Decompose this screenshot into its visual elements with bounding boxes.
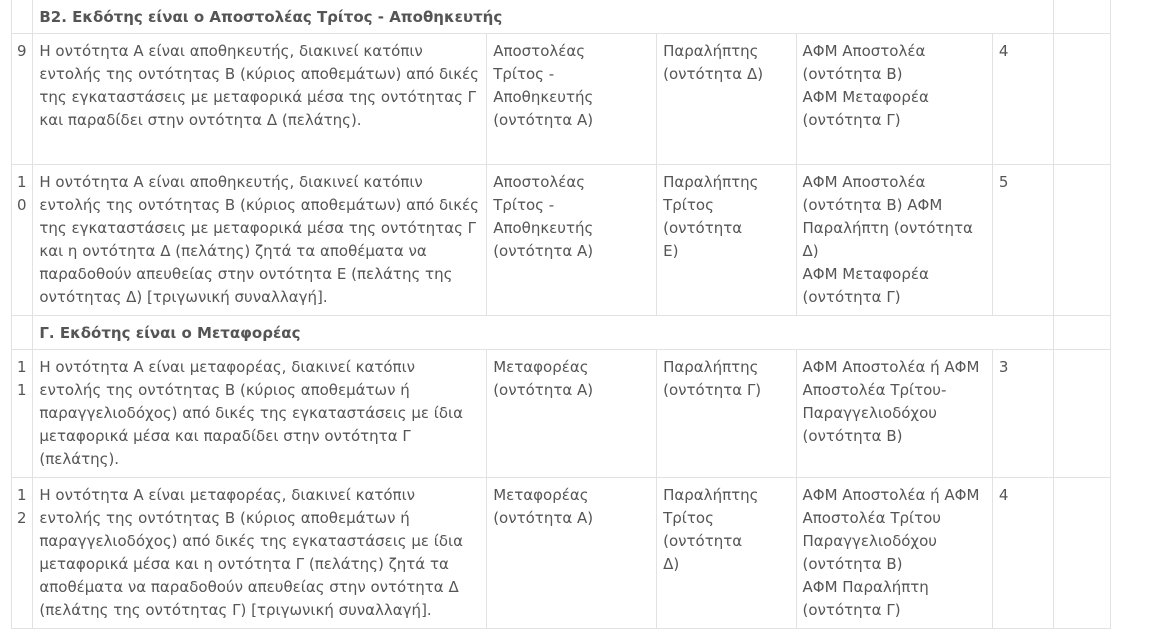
table-row bbox=[12, 478, 1111, 629]
receiver-text: Παραλήπτης (οντότητα Γ) bbox=[663, 358, 762, 399]
row-afm bbox=[796, 34, 992, 165]
row-extra bbox=[1053, 478, 1110, 629]
row-extra bbox=[1053, 165, 1110, 316]
row-number: 9 bbox=[12, 34, 33, 165]
row-count: 3 bbox=[992, 350, 1053, 478]
row-receiver bbox=[657, 34, 796, 165]
description-text: Η οντότητα Α είναι αποθηκευτής, διακινεί κατόπιν εντολής της οντότητας Β (κύριος αποθεμάτων) από δικές της εγκαταστάσεις με μεταφορικά μέσα της οντότητας Γ και παραδίδει στην οντότητα Δ (πελάτης). bbox=[39, 42, 479, 129]
row-count: 4 bbox=[992, 34, 1053, 165]
row-count: 5 bbox=[992, 165, 1053, 316]
row-sender bbox=[487, 165, 657, 316]
row-extra bbox=[1053, 350, 1110, 478]
afm-text: ΑΦΜ Αποστολέα (οντότητα Β) ΑΦΜ Παραλήπτη (οντότητα Δ) ΑΦΜ Μεταφορέα (οντότητα Γ) bbox=[802, 173, 973, 306]
row-number: 11 bbox=[12, 350, 33, 478]
afm-text: ΑΦΜ Αποστολέα ή ΑΦΜ Αποστολέα Τρίτου Παραγγελιοδόχου (οντότητα Β) ΑΦΜ Παραλήπτη (οντότητα Γ) bbox=[802, 486, 980, 619]
row-afm bbox=[796, 165, 992, 316]
row-description bbox=[33, 34, 487, 165]
section-num-cell bbox=[12, 0, 33, 34]
row-afm bbox=[796, 478, 992, 629]
table-row bbox=[12, 165, 1111, 316]
scenarios-table bbox=[11, 0, 1111, 629]
description-text: Η οντότητα Α είναι μεταφορέας, διακινεί κατόπιν εντολής της οντότητας Β (κύριος αποθεμάτων ή παραγγελιοδόχος) από δικές της εγκαταστάσεις με ίδια μεταφορικά μέσα και η οντότητα Γ (πελάτης) ζητά τα αποθέματα να παραδοθούν απευθείας στην οντότητα Δ (πελάτης της οντότητας Γ) [τριγωνική συναλλαγή]. bbox=[39, 486, 463, 619]
row-receiver bbox=[657, 350, 796, 478]
afm-text: ΑΦΜ Αποστολέα ή ΑΦΜ Αποστολέα Τρίτου- Παραγγελιοδόχου (οντότητα Β) bbox=[802, 358, 980, 445]
row-number: 12 bbox=[12, 478, 33, 629]
row-count: 4 bbox=[992, 478, 1053, 629]
sender-text: Αποστολέας Τρίτος - Αποθηκευτής (οντότητα Α) bbox=[493, 42, 594, 129]
table-row bbox=[12, 34, 1111, 165]
row-receiver bbox=[657, 165, 796, 316]
receiver-text: Παραλήπτης Τρίτος (οντότητα Δ) bbox=[663, 486, 759, 573]
section-extra-cell bbox=[1053, 316, 1110, 350]
row-description bbox=[33, 165, 487, 316]
receiver-text: Παραλήπτης (οντότητα Δ) bbox=[663, 42, 764, 83]
section-title: Γ. Εκδότης είναι ο Μεταφορέας bbox=[33, 316, 1054, 350]
receiver-text: Παραλήπτης Τρίτος (οντότητα Ε) bbox=[663, 173, 759, 260]
afm-text: ΑΦΜ Αποστολέα (οντότητα Β) ΑΦΜ Μεταφορέα (οντότητα Γ) bbox=[802, 42, 929, 129]
section-title: Β2. Εκδότης είναι ο Αποστολέας Τρίτος - Αποθηκευτής bbox=[33, 0, 1054, 34]
row-afm bbox=[796, 350, 992, 478]
row-description bbox=[33, 350, 487, 478]
description-text: Η οντότητα Α είναι μεταφορέας, διακινεί κατόπιν εντολής της οντότητας Β (κύριος αποθεμάτων ή παραγγελιοδόχος) από δικές της εγκαταστάσεις με ίδια μεταφορικά μέσα και παραδίδει στην οντότητα Γ (πελάτης). bbox=[39, 358, 463, 468]
row-number: 10 bbox=[12, 165, 33, 316]
section-row bbox=[12, 316, 1111, 350]
row-sender bbox=[487, 350, 657, 478]
section-num-cell bbox=[12, 316, 33, 350]
row-description bbox=[33, 478, 487, 629]
row-extra bbox=[1053, 34, 1110, 165]
table-row bbox=[12, 350, 1111, 478]
row-receiver bbox=[657, 478, 796, 629]
row-sender bbox=[487, 478, 657, 629]
sender-text: Αποστολέας Τρίτος - Αποθηκευτής (οντότητα Α) bbox=[493, 173, 594, 260]
section-extra-cell bbox=[1053, 0, 1110, 34]
section-row bbox=[12, 0, 1111, 34]
row-sender bbox=[487, 34, 657, 165]
sender-text: Μεταφορέας (οντότητα Α) bbox=[493, 486, 594, 527]
description-text: Η οντότητα Α είναι αποθηκευτής, διακινεί κατόπιν εντολής της οντότητας Β (κύριος αποθεμάτων) από δικές της εγκαταστάσεις με μεταφορικά μέσα της οντότητας Γ και η οντότητα Δ (πελάτης) ζητά τα αποθέματα να παραδοθούν απευθείας στην οντότητα Ε (πελάτης της οντότητας Δ) [τριγωνική συναλλαγή]. bbox=[39, 173, 479, 306]
sender-text: Μεταφορέας (οντότητα Α) bbox=[493, 358, 594, 399]
